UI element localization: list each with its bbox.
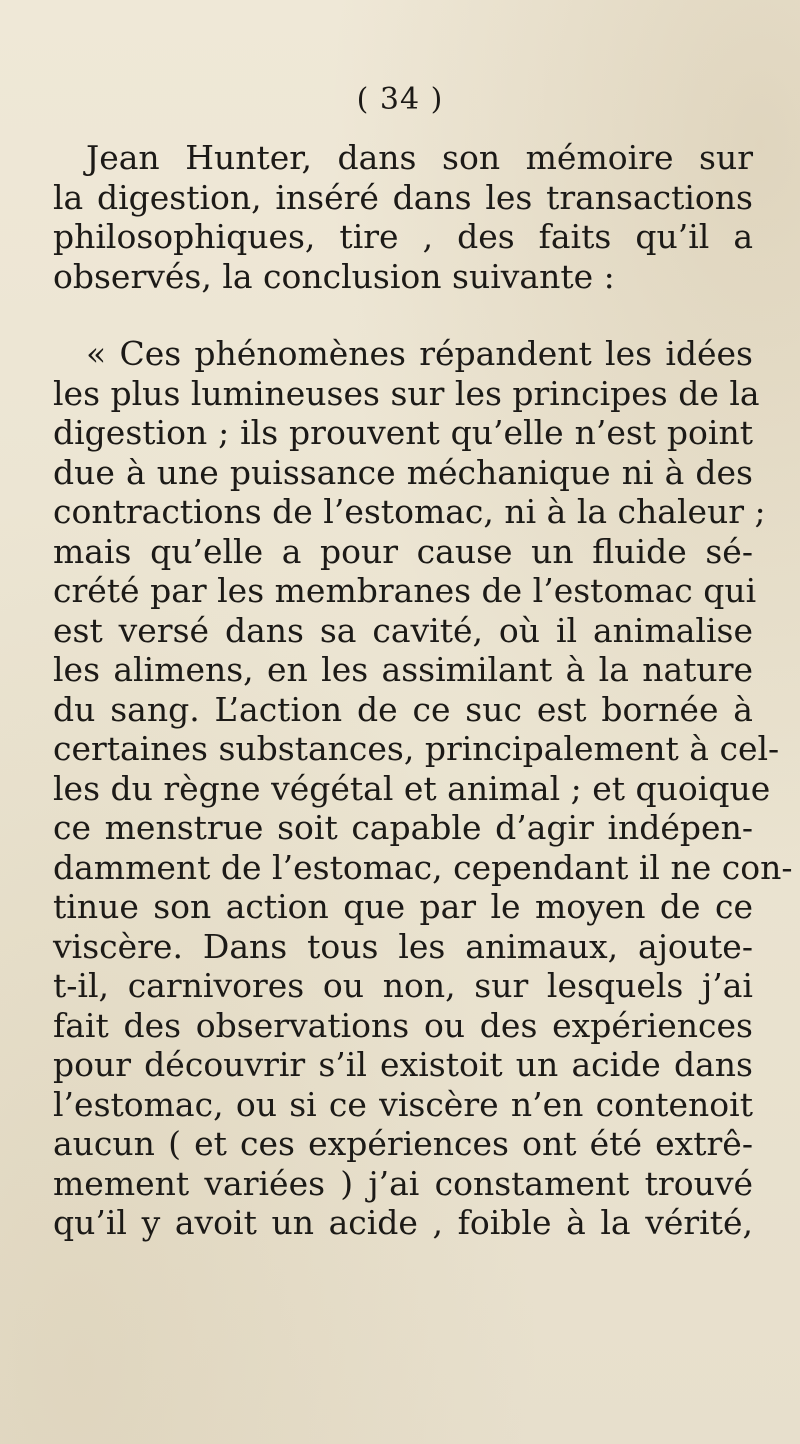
text-line: ce menstrue soit capable d’agir indépen-: [53, 808, 753, 847]
text-line: la digestion, inséré dans les transactions: [53, 177, 753, 217]
text-line: les plus lumineuses sur les principes de la: [53, 373, 760, 413]
text-line: tinue son action que par le moyen de ce: [53, 887, 753, 926]
text-line: qu’il y avoit un acide , foible à la vérité,: [53, 1203, 753, 1242]
text-line: certaines substances, principalement à cel-: [53, 729, 780, 768]
text-line: observés, la conclusion suivante :: [53, 256, 615, 296]
text-line: crété par les membranes de l’estomac qui: [53, 571, 757, 610]
paragraph-hunter-quote: [53, 334, 793, 1243]
text-line: t-il, carnivores ou non, sur lesquels j’ai: [53, 966, 753, 1005]
page-number: ( 34 ): [356, 82, 444, 117]
text-line: mement variées ) j’ai constament trouvé: [53, 1163, 753, 1203]
text-line: « Ces phénomènes répandent les idées: [86, 334, 753, 373]
text-line: Jean Hunter, dans son mémoire sur: [86, 138, 753, 177]
text-line: est versé dans sa cavité, où il animalise: [53, 610, 753, 650]
text-line: du sang. L’action de ce suc est bornée à: [53, 689, 753, 729]
text-line: due à une puissance méchanique ni à des: [53, 452, 753, 492]
text-line: damment de l’estomac, cependant il ne con-: [53, 847, 793, 887]
paragraph-hunter-intro: [53, 138, 753, 296]
text-line: mais qu’elle a pour cause un fluide sé-: [53, 531, 753, 571]
text-line: fait des observations ou des expériences: [53, 1005, 753, 1045]
text-line: les alimens, en les assimilant à la nature: [53, 650, 753, 689]
text-line: aucun ( et ces expériences ont été extrê-: [53, 1124, 753, 1163]
text-line: digestion ; ils prouvent qu’elle n’est point: [53, 413, 753, 452]
text-line: l’estomac, ou si ce viscère n’en contenoit: [53, 1084, 753, 1124]
text-line: viscère. Dans tous les animaux, ajoute-: [53, 926, 753, 966]
text-line: philosophiques, tire , des faits qu’il a: [53, 217, 753, 256]
text-line: pour découvrir s’il existoit un acide dans: [53, 1045, 753, 1084]
text-line: les du règne végétal et animal ; et quoique: [53, 768, 771, 808]
text-line: contractions de l’estomac, ni à la chaleur ;: [53, 492, 766, 531]
